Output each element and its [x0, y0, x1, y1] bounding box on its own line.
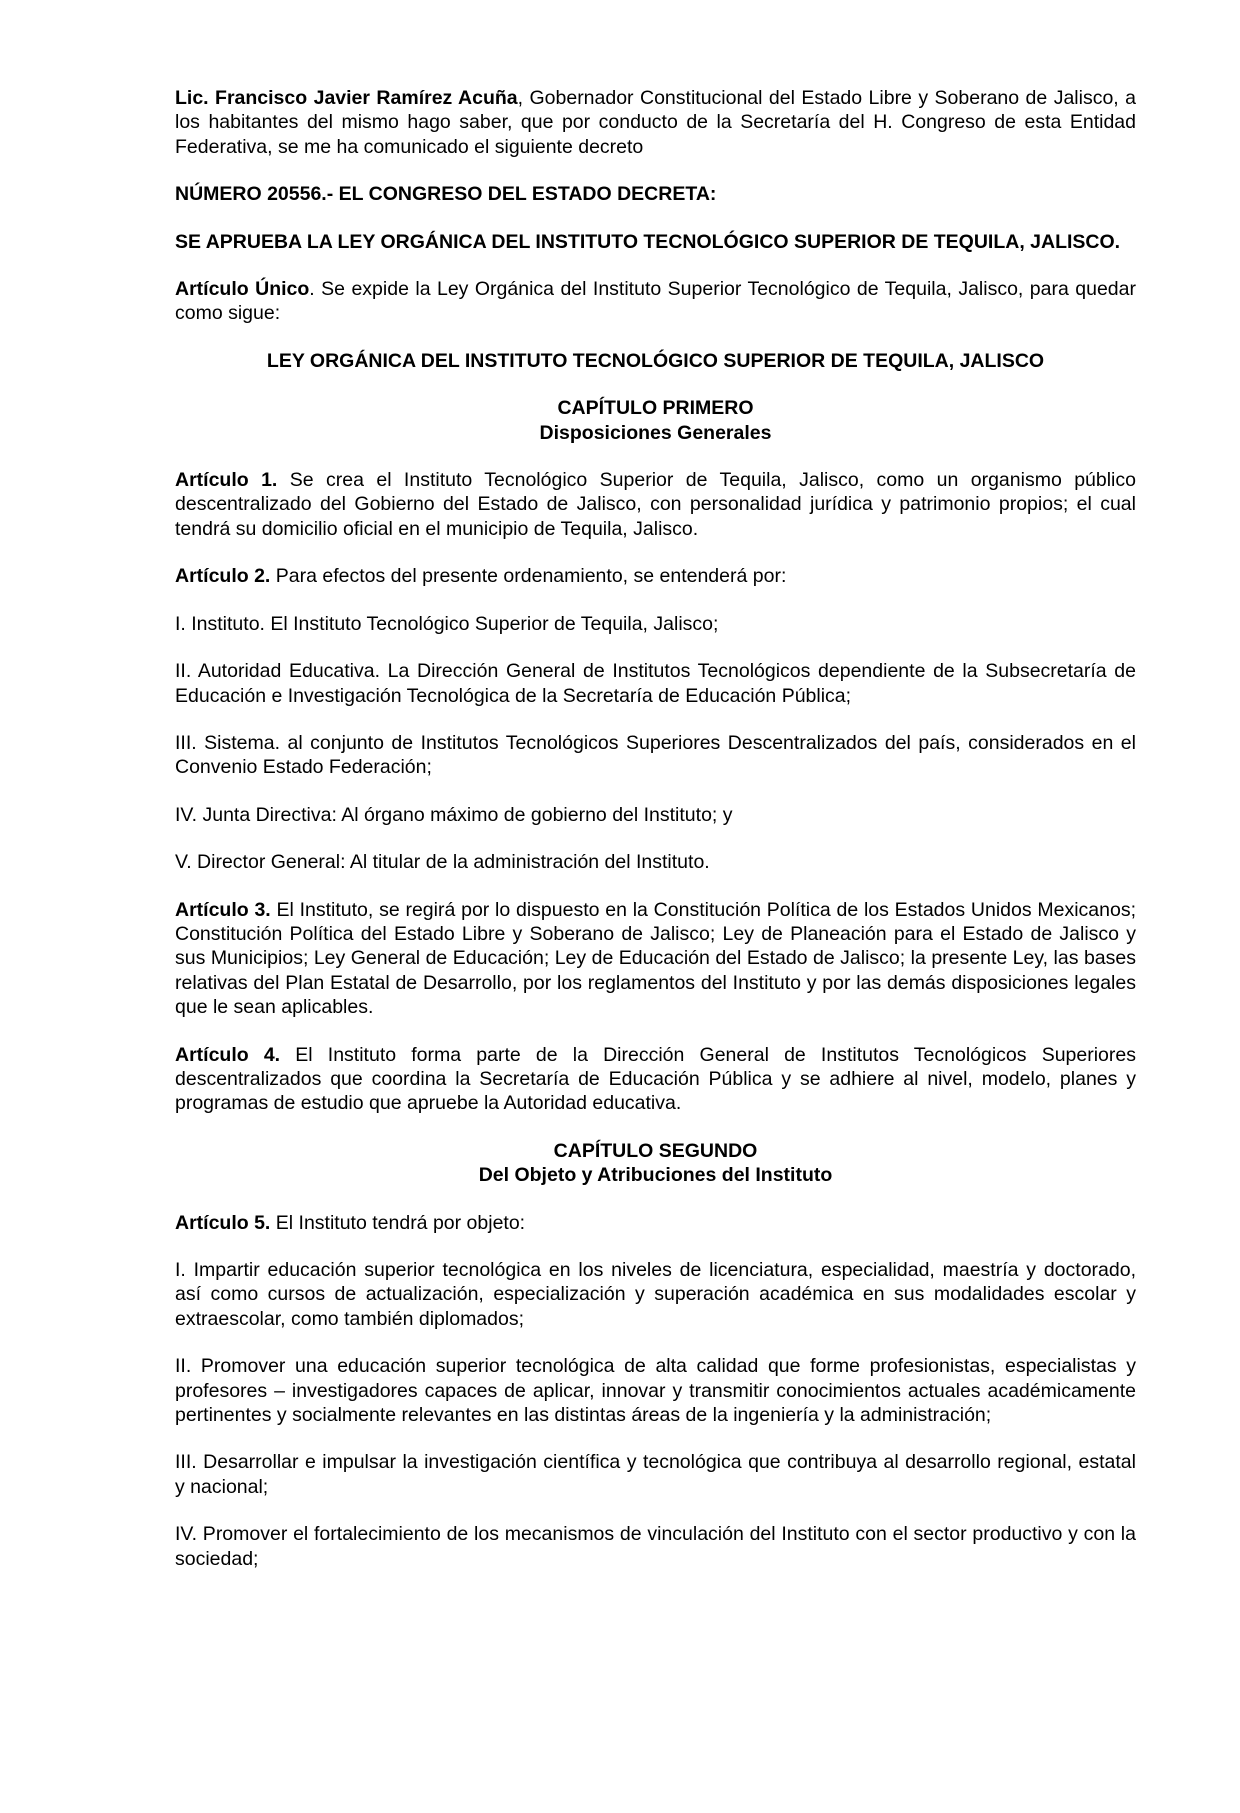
- article-4-text: El Instituto forma parte de la Dirección General de Institutos Tecnológicos Superiores descentralizados que coordina la Secretaría de Educación Pública y se adhiere al nivel, modelo, planes y programas de estudio que apruebe la Autoridad educativa.: [175, 1043, 1136, 1115]
- article-2-label: Artículo 2.: [175, 565, 271, 588]
- article-5-text: El Instituto tendrá por objeto:: [270, 1211, 526, 1234]
- article-2: [175, 564, 1136, 588]
- article-2-text: Para efectos del presente ordenamiento, se entenderá por:: [270, 565, 787, 588]
- decree-number: NÚMERO 20556.- EL CONGRESO DEL ESTADO DECRETA:: [175, 183, 717, 206]
- article-3-text: El Instituto, se regirá por lo dispuesto en la Constitución Política de los Estados Unidos Mexicanos; Constitución Política del Estado Libre y Soberano de Jalisco; Ley de Planeación para el Estado de Jalisco y sus Municipios; Ley General de Educación; Ley de Educación del Estado de Jalisco; la presente Ley, las bases relativas del Plan Estatal de Desarrollo, por los reglamentos del Instituto y por las demás disposiciones legales que le sean aplicables.: [175, 898, 1136, 1019]
- law-title: LEY ORGÁNICA DEL INSTITUTO TECNOLÓGICO SUPERIOR DE TEQUILA, JALISCO: [266, 349, 1045, 372]
- chapter-2-heading: [175, 1139, 1136, 1188]
- article-3: [175, 898, 1136, 1020]
- intro-paragraph: [175, 86, 1136, 159]
- list-item: I. Impartir educación superior tecnológica en los niveles de licenciatura, especialidad, maestría y doctorado, así como cursos de actualización, especialización y superación académica en sus modalidades escolar y extraescolar, como también diplomados;: [175, 1259, 1136, 1330]
- articulo-unico-label: Artículo Único: [175, 278, 310, 301]
- article-5-list: [175, 1258, 1136, 1571]
- article-2-list: [175, 612, 1136, 875]
- intro-text: , Gobernador Constitucional del Estado Libre y Soberano de Jalisco, a los habitantes del mismo hago saber, que por conducto de la Secretaría del H. Congreso de esta Entidad Federativa, se me ha comunicado el siguiente decreto: [175, 87, 1136, 158]
- chapter-2-number: CAPÍTULO SEGUNDO: [553, 1139, 758, 1162]
- list-item: II. Autoridad Educativa. La Dirección General de Institutos Tecnológicos dependiente de la Subsecretaría de Educación e Investigación Tecnológica de la Secretaría de Educación Pública;: [175, 660, 1136, 707]
- list-item: II. Promover una educación superior tecnológica de alta calidad que forme profesionistas, especialistas y profesores – investigadores capaces de aplicar, innovar y transmitir conocimientos actuales académicamente pertinentes y socialmente relevantes en las distintas áreas de la ingeniería y la administración;: [175, 1355, 1136, 1427]
- article-5-label: Artículo 5.: [175, 1211, 271, 1234]
- chapter-1-heading: [175, 396, 1136, 445]
- chapter-2-name: Del Objeto y Atribuciones del Instituto: [478, 1164, 833, 1187]
- governor-name: Lic. Francisco Javier Ramírez Acuña: [175, 87, 518, 109]
- approval-title: SE APRUEBA LA LEY ORGÁNICA DEL INSTITUTO TECNOLÓGICO SUPERIOR DE TEQUILA, JALISCO.: [175, 230, 1121, 253]
- article-5: [175, 1211, 1136, 1235]
- article-4-label: Artículo 4.: [175, 1043, 281, 1066]
- list-item: V. Director General: Al titular de la administración del Instituto.: [175, 851, 710, 874]
- article-3-label: Artículo 3.: [175, 898, 271, 921]
- article-1-text: Se crea el Instituto Tecnológico Superior de Tequila, Jalisco, como un organismo público descentralizado del Gobierno del Estado de Jalisco, con personalidad jurídica y patrimonio propios; el cual tendrá su domicilio oficial en el municipio de Tequila, Jalisco.: [175, 469, 1136, 540]
- list-item: III. Desarrollar e impulsar la investigación científica y tecnológica que contribuya al desarrollo regional, estatal y nacional;: [175, 1451, 1136, 1498]
- list-item: IV. Junta Directiva: Al órgano máximo de gobierno del Instituto; y: [175, 803, 733, 826]
- article-1: [175, 468, 1136, 541]
- document-page: [175, 86, 1136, 1594]
- chapter-1-number: CAPÍTULO PRIMERO: [557, 397, 754, 420]
- article-4: [175, 1043, 1136, 1116]
- article-1-label: Artículo 1.: [175, 469, 278, 492]
- list-item: III. Sistema. al conjunto de Institutos Tecnológicos Superiores Descentralizados del país, considerados en el Convenio Estado Federación;: [175, 731, 1136, 779]
- articulo-unico: [175, 277, 1136, 326]
- chapter-1-name: Disposiciones Generales: [539, 421, 772, 444]
- articulo-unico-text: . Se expide la Ley Orgánica del Instituto Superior Tecnológico de Tequila, Jalisco, para quedar como sigue:: [175, 278, 1136, 325]
- list-item: IV. Promover el fortalecimiento de los mecanismos de vinculación del Instituto con el sector productivo y con la sociedad;: [175, 1523, 1136, 1570]
- list-item: I. Instituto. El Instituto Tecnológico Superior de Tequila, Jalisco;: [175, 612, 719, 635]
